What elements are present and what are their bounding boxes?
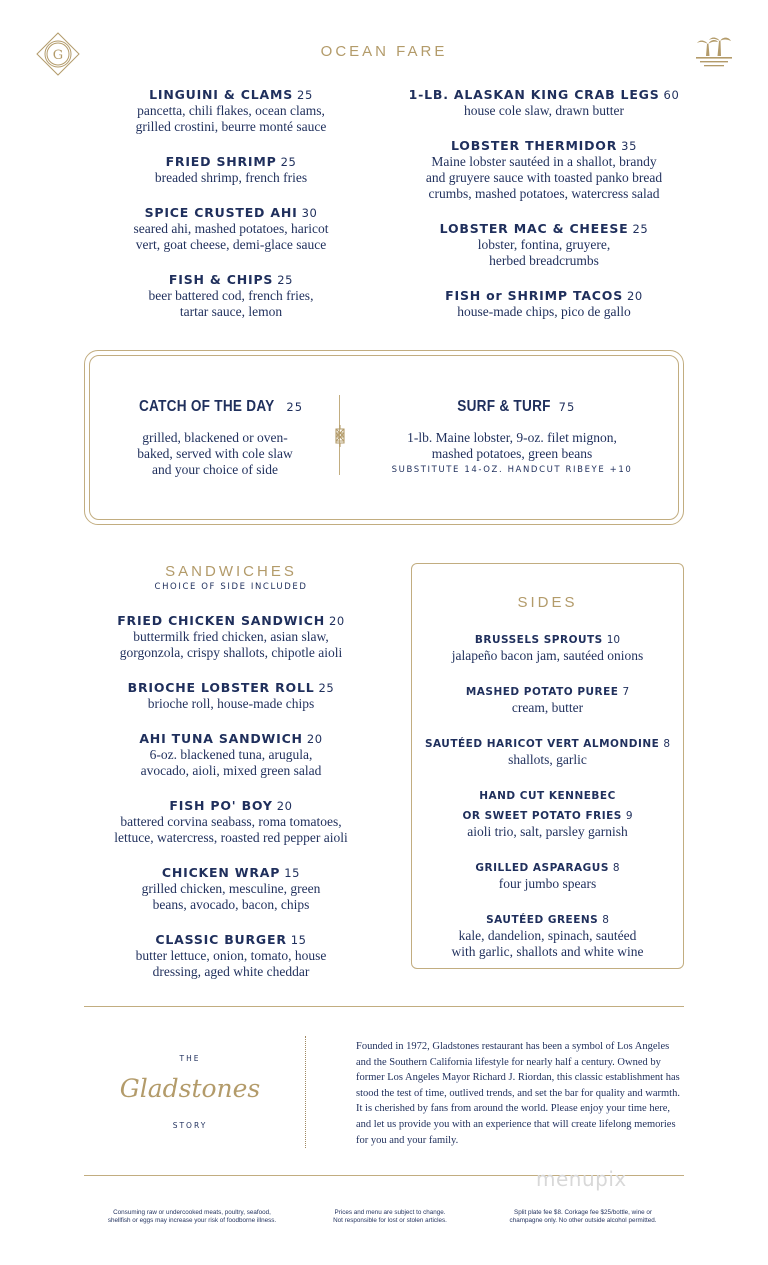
item-price: 20 — [328, 614, 345, 628]
item-description: herbed breadcrumbs — [489, 253, 599, 268]
menu-item — [403, 218, 685, 269]
side-name: MASHED POTATO PUREE — [465, 686, 619, 698]
side-item — [416, 784, 679, 840]
side-description: with garlic, shallots and white wine — [451, 944, 644, 959]
item-name: AHI TUNA SANDWICH — [139, 731, 303, 746]
item-description: beans, avocado, bacon, chips — [152, 897, 310, 912]
item-description: house-made chips, pico de gallo — [457, 304, 631, 319]
item-name: CATCH OF THE DAY — [138, 398, 275, 415]
item-description: avocado, aioli, mixed green salad — [140, 763, 322, 778]
side-item — [416, 732, 679, 768]
item-name: LOBSTER MAC & CHEESE — [439, 221, 629, 236]
item-price: 60 — [663, 88, 680, 102]
item-price: 25 — [277, 273, 294, 287]
menu-item — [100, 84, 362, 135]
side-description: jalapeño bacon jam, sautéed onions — [451, 648, 644, 663]
side-name: GRILLED ASPARAGUS — [475, 862, 609, 874]
ocean-fare-right-column — [403, 84, 685, 336]
sandwiches-column — [90, 610, 372, 996]
item-price: 20 — [627, 289, 643, 303]
item-description: mashed potatoes, green beans — [431, 446, 593, 461]
item-price: 20 — [276, 799, 293, 813]
side-description: cream, butter — [511, 700, 584, 715]
item-description: crumbs, mashed potatoes, watercress salad — [428, 186, 660, 201]
footer-line: shellfish or eggs may increase your risk of foodborne illness. — [107, 1217, 277, 1224]
item-description: grilled, blackened or oven- — [142, 430, 288, 445]
item-name: FISH & CHIPS — [168, 272, 274, 287]
story-brand-logo: Gladstones — [119, 1074, 261, 1103]
item-description: house cole slaw, drawn butter — [464, 103, 624, 118]
menu-item — [90, 728, 372, 779]
side-name: SAUTÉED GREENS — [486, 914, 599, 926]
menu-item — [403, 135, 685, 202]
item-name: CLASSIC BURGER — [155, 932, 287, 947]
sides-title: SIDES — [517, 594, 578, 611]
side-price: 8 — [663, 738, 671, 750]
side-description: kale, dandelion, spinach, sautéed — [458, 928, 637, 943]
item-price: 15 — [284, 866, 301, 880]
item-description: dressing, aged white cheddar — [152, 964, 310, 979]
item-price: 25 — [286, 400, 304, 414]
footer-line: Prices and menu are subject to change. — [334, 1209, 446, 1216]
item-price: 20 — [306, 732, 323, 746]
story-top-rule — [84, 1006, 684, 1007]
item-name: LINGUINI & CLAMS — [149, 87, 294, 102]
side-item — [416, 628, 679, 664]
item-price: 25 — [297, 88, 313, 102]
svg-text:G: G — [52, 48, 64, 63]
menu-item — [90, 610, 372, 661]
ocean-fare-title: OCEAN FARE — [320, 43, 448, 60]
item-name: SURF & TURF — [456, 398, 551, 415]
item-name: 1-LB. ALASKAN KING CRAB LEGS — [408, 87, 660, 102]
footer-line: Split plate fee $8. Corkage fee $25/bottle, wine or — [514, 1209, 652, 1216]
item-name: SPICE CRUSTED AHI — [144, 205, 298, 220]
item-name: CHICKEN WRAP — [161, 865, 281, 880]
menu-item — [90, 795, 372, 846]
item-description: 1-lb. Maine lobster, 9-oz. filet mignon, — [407, 430, 617, 445]
side-description: four jumbo spears — [498, 876, 597, 891]
item-price: 75 — [558, 400, 576, 414]
footer-note-left — [92, 1209, 292, 1225]
footer-line: Not responsible for lost or stolen articles. — [333, 1217, 447, 1224]
story-paragraph: Founded in 1972, Gladstones restaurant has been a symbol of Los Angeles and the Southern California lifestyle for nearly half a century. Owned by former Los Angeles Mayor Richard J. Riordan, this classic establishment has stood the test of time, outlived trends, and set the bar for quality and warmth. It is cherished by fans from around the world. Please enjoy your time here, and let us provide you with an experience that will create lifelong memories for you and your family. — [356, 1041, 680, 1146]
item-price: 25 — [280, 155, 297, 169]
story-label: STORY — [172, 1121, 208, 1130]
side-item — [416, 856, 679, 892]
menu-item — [90, 929, 372, 980]
footer-note-right — [483, 1209, 683, 1225]
item-description: Maine lobster sautéed in a shallot, brandy — [431, 154, 657, 169]
substitute-note: SUBSTITUTE 14-OZ. HANDCUT RIBEYE +10 — [391, 465, 633, 475]
side-price: 10 — [606, 634, 621, 646]
footer-line: champagne only. No other outside alcohol permitted. — [509, 1217, 657, 1224]
item-description: and gruyere sauce with toasted panko bread — [425, 170, 663, 185]
rope-knot-icon — [333, 425, 347, 447]
footer-note-center — [290, 1209, 490, 1225]
item-description: and your choice of side — [152, 462, 278, 477]
sandwiches-title: SANDWICHES — [165, 563, 297, 580]
item-name: BRIOCHE LOBSTER ROLL — [127, 680, 315, 695]
sandwiches-subtitle: CHOICE OF SIDE INCLUDED — [154, 582, 308, 592]
item-name: FRIED SHRIMP — [165, 154, 277, 169]
side-price: 9 — [625, 810, 633, 822]
item-description: gorgonzola, crispy shallots, chipotle aioli — [119, 645, 343, 660]
footer-line: Consuming raw or undercooked meats, poultry, seafood, — [113, 1209, 271, 1216]
item-description: brioche roll, house-made chips — [147, 696, 315, 711]
item-description: grilled chicken, mesculine, green — [141, 881, 321, 896]
watermark: menupix — [536, 1167, 627, 1191]
surf-and-turf — [362, 396, 662, 475]
item-description: butter lettuce, onion, tomato, house — [135, 948, 327, 963]
side-description: aioli trio, salt, parsley garnish — [467, 824, 628, 839]
item-description: lobster, fontina, gruyere, — [477, 237, 611, 252]
side-name: OR SWEET POTATO FRIES — [462, 810, 622, 822]
item-price: 30 — [301, 206, 318, 220]
item-price: 15 — [290, 933, 307, 947]
side-name: BRUSSELS SPROUTS — [474, 634, 603, 646]
menu-item — [100, 202, 362, 253]
catch-of-the-day — [105, 396, 325, 478]
item-description: 6-oz. blackened tuna, arugula, — [149, 747, 313, 762]
item-description: vert, goat cheese, demi-glace sauce — [135, 237, 327, 252]
item-name: FRIED CHICKEN SANDWICH — [117, 613, 325, 628]
side-name: SAUTÉED HARICOT VERT ALMONDINE — [424, 738, 660, 750]
item-description: buttermilk fried chicken, asian slaw, — [133, 629, 329, 644]
sides-column — [416, 628, 679, 976]
side-description: shallots, garlic — [508, 752, 587, 767]
item-price: 25 — [318, 681, 335, 695]
menu-item — [90, 677, 372, 712]
item-name: FISH or SHRIMP TACOS — [445, 288, 623, 303]
item-description: tartar sauce, lemon — [179, 304, 283, 319]
menu-item — [100, 151, 362, 186]
item-price: 25 — [632, 222, 649, 236]
item-description: breaded shrimp, french fries — [154, 170, 308, 185]
menu-item — [100, 269, 362, 320]
story-dotted-divider — [305, 1036, 306, 1148]
menu-item — [403, 84, 685, 119]
item-name: LOBSTER THERMIDOR — [450, 138, 618, 153]
item-description: lettuce, watercress, roasted red pepper aioli — [114, 830, 348, 845]
side-price: 8 — [612, 862, 620, 874]
item-description: beer battered cod, french fries, — [148, 288, 314, 303]
story-the-label: THE — [179, 1054, 201, 1063]
item-description: baked, served with cole slaw — [137, 446, 293, 461]
side-price: 7 — [622, 686, 630, 698]
ocean-fare-left-column — [100, 84, 362, 336]
side-name: HAND CUT KENNEBEC — [479, 790, 616, 802]
item-price: 35 — [621, 139, 638, 153]
side-price: 8 — [602, 914, 609, 926]
item-description: battered corvina seabass, roma tomatoes, — [120, 814, 342, 829]
item-description: pancetta, chili flakes, ocean clams, — [137, 103, 325, 118]
menu-item — [90, 862, 372, 913]
menu-item — [403, 285, 685, 320]
side-item — [416, 680, 679, 716]
side-item — [416, 908, 679, 960]
item-name: FISH PO' BOY — [169, 798, 273, 813]
item-description: seared ahi, mashed potatoes, haricot — [133, 221, 329, 236]
item-description: grilled crostini, beurre monté sauce — [135, 119, 327, 134]
